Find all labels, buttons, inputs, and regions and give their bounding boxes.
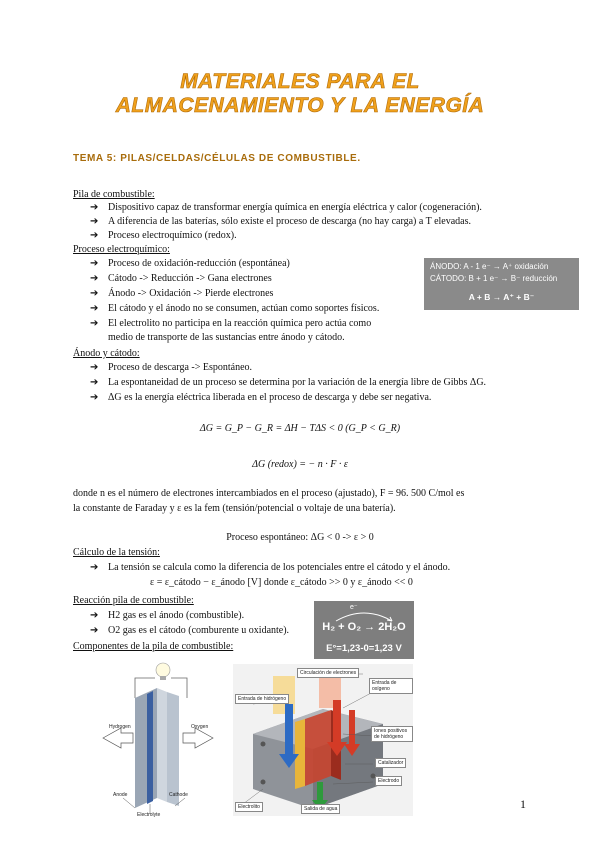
- arrow-icon: ➔: [90, 288, 99, 299]
- voltage-formula: ε = ε_cátodo − ε_ánodo [V] donde ε_cátodo >> 0 y ε_ánodo << 0: [150, 577, 413, 588]
- bullet-item: [90, 561, 450, 574]
- arrow-icon: ➔: [90, 216, 99, 227]
- bullet-item: [90, 287, 273, 300]
- bullet-text: El electrolito no participa en la reacción química pero actúa como: [108, 318, 372, 329]
- document-title-line2: ALMACENAMIENTO Y LA ENERGÍA: [115, 94, 485, 117]
- arrow-icon: ➔: [90, 362, 99, 373]
- bullet-item: [90, 257, 290, 270]
- bullet-text: Ánodo -> Oxidación -> Pierde electrones: [108, 288, 274, 299]
- arrow-icon: ➔: [90, 562, 99, 573]
- bullet-item: [90, 302, 379, 315]
- bullet-text: O2 gas es el cátodo (comburente u oxidante).: [108, 625, 290, 636]
- bullet-item: [90, 272, 272, 285]
- arrow-icon: ➔: [90, 230, 99, 241]
- bullet-item: [90, 317, 371, 330]
- document-title-line1: MATERIALES PARA EL: [180, 70, 420, 93]
- water-formation-equation: H₂ + O₂ → 2H₂O: [322, 621, 406, 633]
- oxygen-inlet-label: Entrada de oxígeno: [369, 678, 413, 694]
- bullet-text: Proceso de oxidación-reducción (espontánea): [108, 258, 290, 269]
- electron-label: e⁻: [350, 604, 358, 611]
- bullet-item: [90, 391, 431, 404]
- bullet-text: A diferencia de las baterías, sólo existe el proceso de descarga (no hay carga) a T elevadas.: [108, 216, 471, 227]
- bullet-text: El cátodo y el ánodo no se consumen, actúan como soportes físicos.: [108, 303, 380, 314]
- bullet-item: [90, 361, 252, 374]
- overall-reaction: A + B → A⁺ + B⁻: [468, 292, 535, 302]
- arrow-icon: ➔: [90, 318, 99, 329]
- electrolyte-label: Electrolito: [235, 802, 263, 812]
- anode-reaction: ÁNODO: A - 1 e⁻ → A⁺ oxidación: [430, 262, 549, 271]
- electrolyte-label: Electrolyte: [137, 812, 161, 818]
- bullet-item: [90, 229, 237, 242]
- fuel-cell-3d-diagram: [233, 664, 413, 816]
- topic-heading: TEMA 5: PILAS/CELDAS/CÉLULAS DE COMBUSTIBLE.: [73, 153, 361, 164]
- bullet-item: [90, 215, 471, 228]
- section-heading-anodo: Ánodo y cátodo:: [73, 348, 140, 359]
- arrow-icon: ➔: [90, 303, 99, 314]
- catalyst-label: Catalizador: [375, 758, 406, 768]
- bullet-item: [90, 201, 482, 214]
- section-heading-pila: Pila de combustible:: [73, 189, 155, 200]
- bullet-item: [90, 376, 486, 389]
- section-heading-componentes: Componentes de la pila de combustible:: [73, 641, 234, 652]
- spontaneous-condition: Proceso espontáneo: ΔG < 0 -> ε > 0: [226, 532, 374, 543]
- arrow-icon: ➔: [90, 625, 99, 636]
- paragraph-line: donde n es el número de electrones intercambiados en el proceso (ajustado), F = 96. 500 C/mol es: [73, 488, 465, 499]
- fuel-cell-stack-diagram: [95, 658, 220, 818]
- section-heading-reaccion: Reacción pila de combustible:: [73, 595, 194, 606]
- electrode-label: Electrodo: [375, 776, 402, 786]
- bullet-text: Proceso de descarga -> Espontáneo.: [108, 362, 253, 373]
- hydrogen-inlet-label: Entrada de hidrógeno: [235, 694, 289, 704]
- bullet-text: Proceso electroquímico (redox).: [108, 230, 237, 241]
- arrow-icon: ➔: [90, 258, 99, 269]
- bullet-item: [90, 609, 244, 622]
- water-outlet-label: Salida de agua: [301, 804, 340, 814]
- bullet-text: Dispositivo capaz de transformar energía química en energía eléctrica y calor (cogeneración).: [108, 202, 482, 213]
- fuel-cell-reaction-image: [314, 601, 414, 659]
- anode-label: Anode: [113, 792, 128, 798]
- bullet-text: La espontaneidad de un proceso se determina por la variación de la energía libre de Gibbs ΔG.: [108, 377, 487, 388]
- gibbs-equation: ΔG = G_P − G_R = ΔH − TΔS < 0 (G_P < G_R): [199, 423, 401, 434]
- cathode-label: Cathode: [169, 792, 188, 798]
- bullet-text: ΔG es la energía eléctrica liberada en el proceso de descarga y debe ser negativa.: [108, 392, 432, 403]
- arrow-icon: ➔: [90, 202, 99, 213]
- paragraph-line: la constante de Faraday y ε es la fem (tensión/potencial o voltaje de una batería).: [73, 503, 396, 514]
- oxygen-label: Oxygen: [191, 724, 209, 730]
- bullet-text: La tensión se calcula como la diferencia de los potenciales entre el cátodo y el ánodo.: [108, 562, 451, 573]
- bullet-text: Cátodo -> Reducción -> Gana electrones: [108, 273, 272, 284]
- arrow-icon: ➔: [90, 377, 99, 388]
- redox-gibbs-equation: ΔG (redox) = − n · F · ε: [252, 459, 348, 470]
- redox-equations-image: [424, 258, 579, 310]
- bullet-continuation: medio de transporte de las sustancias entre ánodo y cátodo.: [108, 332, 345, 343]
- electron-flow-label: Circulación de electrones: [297, 668, 359, 678]
- hydrogen-ions-label: Iones positivos de hidrógeno: [371, 726, 413, 742]
- arrow-icon: ➔: [90, 392, 99, 403]
- standard-potential: E°=1,23-0=1,23 V: [326, 643, 402, 654]
- cathode-reaction: CÁTODO: B + 1 e⁻ → B⁻ reducción: [430, 274, 558, 283]
- arrow-icon: ➔: [90, 610, 99, 621]
- hydrogen-label: Hydrogen: [109, 724, 131, 730]
- section-heading-tension: Cálculo de la tensión:: [73, 547, 160, 558]
- arrow-icon: ➔: [90, 273, 99, 284]
- page-number: 1: [520, 797, 526, 811]
- bullet-text: H2 gas es el ánodo (combustible).: [108, 610, 245, 621]
- bullet-item: [90, 624, 289, 637]
- section-heading-proceso: Proceso electroquímico:: [73, 244, 170, 255]
